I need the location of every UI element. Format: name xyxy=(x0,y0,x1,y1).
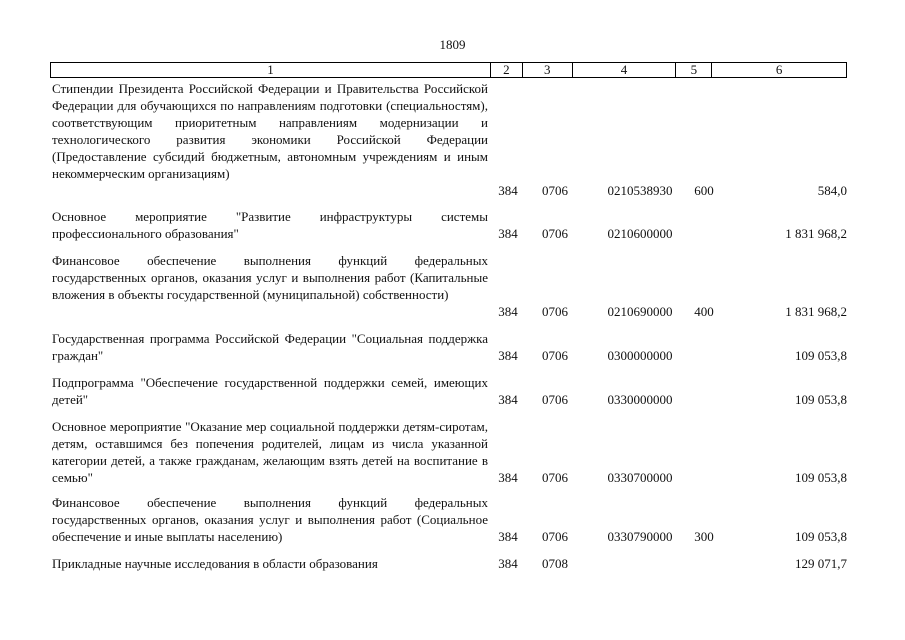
ministry-code: 384 xyxy=(498,304,518,319)
expense-type-code: 300 xyxy=(694,529,714,544)
target-code: 0300000000 xyxy=(607,348,673,363)
section-code: 0708 xyxy=(542,556,568,571)
expense-type-code: 400 xyxy=(694,304,714,319)
column-header-5: 5 xyxy=(676,63,712,77)
amount: 109 053,8 xyxy=(795,348,847,363)
expense-type-code: 600 xyxy=(694,183,714,198)
section-code: 0706 xyxy=(542,348,568,363)
row-description: Финансовое обеспечение выполнения функций федеральных государственных органов, оказания услуг и выполнения работ (Капитальные вложения в объекты государственной (муниципальной) собственности) xyxy=(52,253,488,302)
section-code: 0706 xyxy=(542,529,568,544)
target-code: 0330790000 xyxy=(607,529,673,544)
amount: 109 053,8 xyxy=(795,470,847,485)
row-description: Основное мероприятие "Оказание мер социальной поддержки детям-сиротам, детям, оставшимся без попечения родителей, лицам из числа указанной категории детей, а также гражданам, желающим взять детей на воспитание в семью" xyxy=(52,419,488,485)
row-description: Основное мероприятие "Развитие инфраструктуры системы профессионального образования" xyxy=(52,209,488,241)
section-code: 0706 xyxy=(542,183,568,198)
amount: 109 053,8 xyxy=(795,392,847,407)
column-header-1: 1 xyxy=(51,63,491,77)
column-header-3: 3 xyxy=(523,63,573,77)
target-code: 0330700000 xyxy=(607,470,673,485)
ministry-code: 384 xyxy=(498,392,518,407)
column-header-4: 4 xyxy=(573,63,677,77)
row-description: Государственная программа Российской Федерации "Социальная поддержка граждан" xyxy=(52,331,488,363)
column-header-2: 2 xyxy=(491,63,523,77)
row-description: Подпрограмма "Обеспечение государственной поддержки семей, имеющих детей" xyxy=(52,375,488,407)
amount: 584,0 xyxy=(817,183,847,198)
table-header xyxy=(50,62,847,78)
section-code: 0706 xyxy=(542,304,568,319)
row-description: Прикладные научные исследования в области образования xyxy=(52,556,378,571)
section-code: 0706 xyxy=(542,470,568,485)
target-code: 0210600000 xyxy=(607,226,673,241)
ministry-code: 384 xyxy=(498,556,518,571)
row-description: Стипендии Президента Российской Федерации и Правительства Российской Федерации для обучающихся по направлениям подготовки (специальностям), соответствующим приоритетным направлениям модернизации и технологического развития экономики Российской Федерации (Предоставление субсидий бюджетным, автономным учреждениям и иным некоммерческим организациям) xyxy=(52,81,488,181)
ministry-code: 384 xyxy=(498,183,518,198)
amount: 129 071,7 xyxy=(795,556,847,571)
row-description: Финансовое обеспечение выполнения функций федеральных государственных органов, оказания услуг и выполнения работ (Социальное обеспечение и иные выплаты населению) xyxy=(52,495,488,544)
ministry-code: 384 xyxy=(498,226,518,241)
section-code: 0706 xyxy=(542,392,568,407)
ministry-code: 384 xyxy=(498,348,518,363)
section-code: 0706 xyxy=(542,226,568,241)
page-number: 1809 xyxy=(439,37,466,52)
target-code: 0330000000 xyxy=(607,392,673,407)
column-header-6: 6 xyxy=(775,62,783,77)
amount: 1 831 968,2 xyxy=(785,226,847,241)
amount: 109 053,8 xyxy=(795,529,847,544)
target-code: 0210690000 xyxy=(607,304,673,319)
target-code: 0210538930 xyxy=(607,183,673,198)
ministry-code: 384 xyxy=(498,529,518,544)
ministry-code: 384 xyxy=(498,470,518,485)
amount: 1 831 968,2 xyxy=(785,304,847,319)
